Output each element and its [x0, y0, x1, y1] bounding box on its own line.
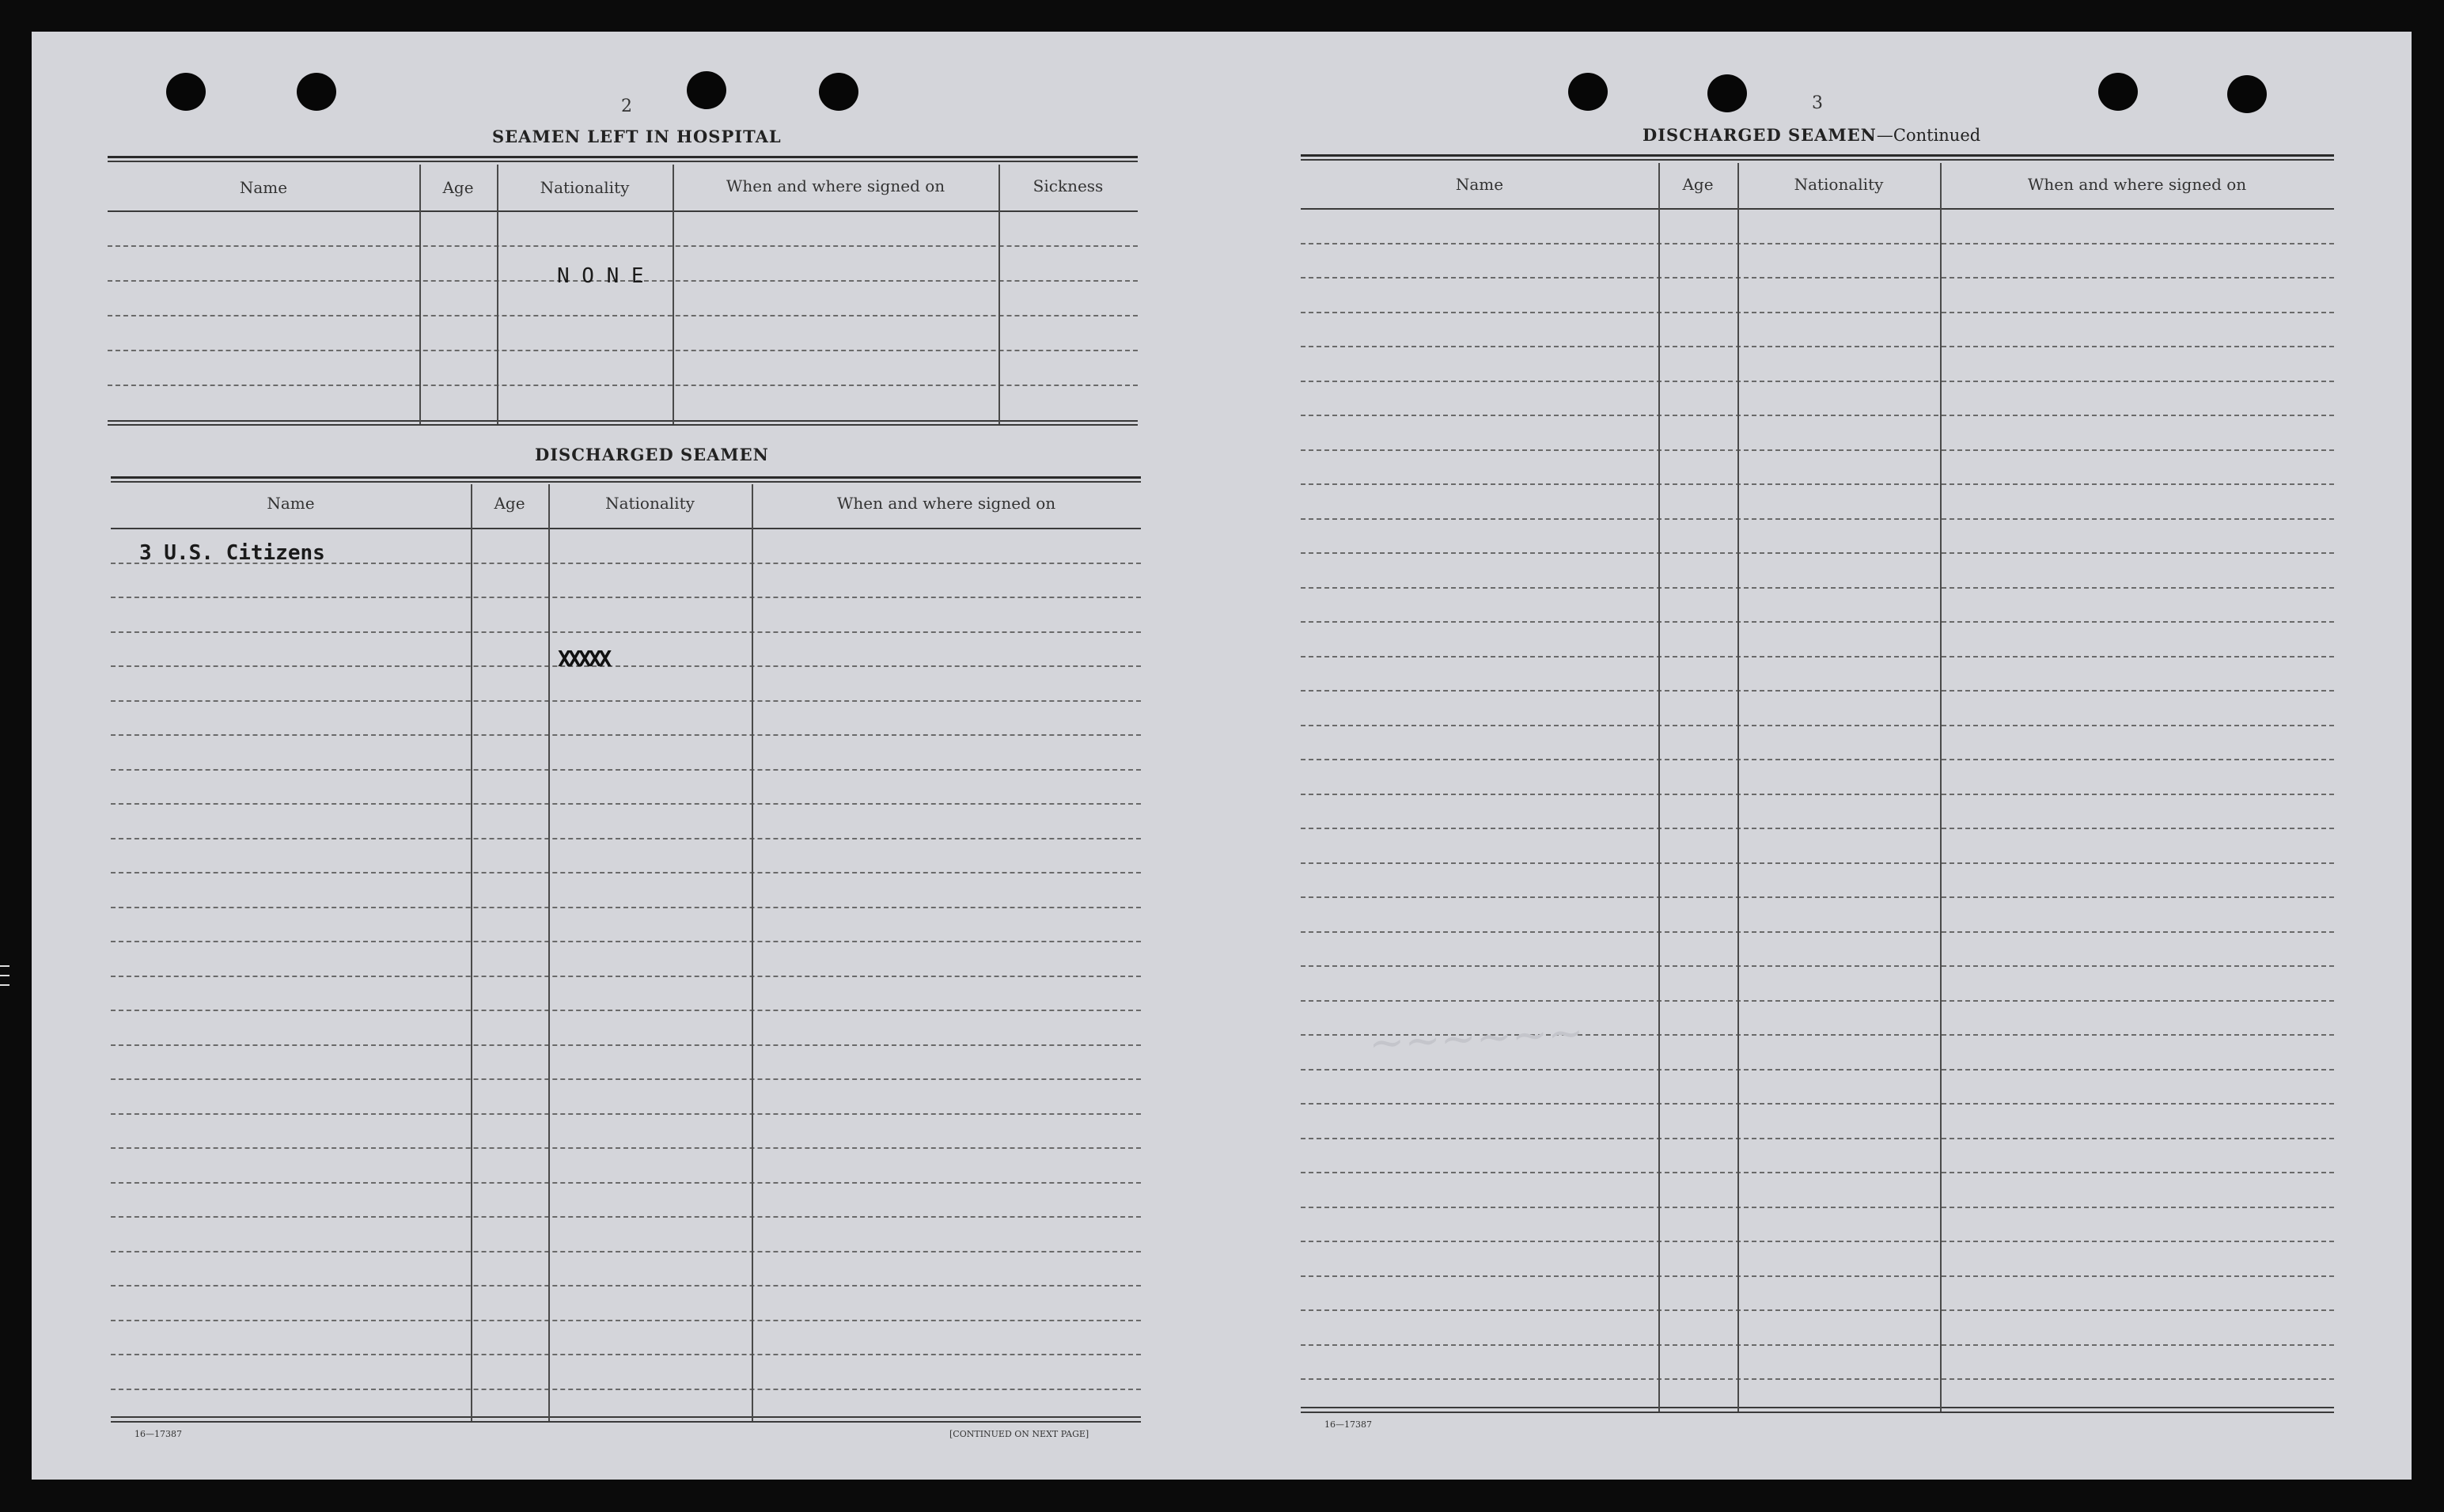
punch-hole-icon — [819, 73, 858, 111]
column-divider — [1940, 163, 1942, 1412]
column-divider — [419, 165, 421, 424]
row-rule — [111, 1320, 1141, 1321]
margin-tick — [0, 965, 9, 967]
row-rule — [111, 769, 1141, 771]
row-rule — [1301, 415, 2334, 416]
column-header-age: Age — [442, 178, 474, 197]
table-rule — [1301, 159, 2334, 161]
table-rule — [1301, 208, 2334, 210]
row-rule — [111, 597, 1141, 598]
column-divider — [548, 484, 550, 1421]
column-header-signed-on: When and where signed on — [836, 494, 1056, 513]
discharged-section-title: DISCHARGED SEAMEN — [535, 445, 769, 464]
row-rule — [1301, 931, 2334, 933]
row-rule — [111, 1354, 1141, 1355]
row-rule — [1301, 518, 2334, 520]
row-rule — [111, 1251, 1141, 1252]
table-rule — [108, 156, 1138, 158]
row-rule — [1301, 1378, 2334, 1380]
row-rule — [111, 941, 1141, 942]
table-rule — [111, 1416, 1141, 1418]
discharged-name-entry: 3 U.S. Citizens — [139, 541, 325, 565]
column-divider — [471, 484, 472, 1421]
column-divider — [1737, 163, 1739, 1412]
row-rule — [111, 734, 1141, 736]
row-rule — [111, 976, 1141, 977]
row-rule — [111, 700, 1141, 702]
title-text: DISCHARGED SEAMEN — [1643, 125, 1877, 145]
row-rule — [111, 1044, 1141, 1046]
column-header-signed-on: When and where signed on — [726, 176, 945, 195]
row-rule — [111, 1113, 1141, 1115]
row-rule — [1301, 759, 2334, 760]
column-divider — [1658, 163, 1660, 1412]
column-header-age: Age — [494, 494, 525, 513]
row-rule — [111, 907, 1141, 908]
row-rule — [1301, 1138, 2334, 1139]
row-rule — [1301, 1275, 2334, 1277]
table-rule — [1301, 1407, 2334, 1408]
row-rule — [1301, 896, 2334, 898]
column-header-name: Name — [1455, 175, 1504, 194]
column-divider — [497, 165, 498, 424]
row-rule — [111, 1010, 1141, 1011]
row-rule — [1301, 449, 2334, 451]
column-divider — [998, 165, 1000, 424]
row-rule — [111, 1285, 1141, 1287]
hospital-section-title: SEAMEN LEFT IN HOSPITAL — [492, 127, 782, 146]
column-divider — [673, 165, 674, 424]
row-rule — [1301, 312, 2334, 313]
column-header-nationality: Nationality — [540, 178, 630, 197]
punch-hole-icon — [687, 71, 726, 109]
table-rule — [1301, 1412, 2334, 1413]
hospital-entry-none: N O N E — [557, 264, 644, 288]
row-rule — [1301, 965, 2334, 967]
column-header-age: Age — [1682, 175, 1714, 194]
row-rule — [111, 838, 1141, 839]
table-rule — [111, 481, 1141, 483]
page-number: 3 — [1812, 93, 1823, 113]
page-number: 2 — [621, 97, 632, 116]
row-rule — [108, 315, 1138, 316]
punch-hole-icon — [297, 73, 336, 111]
punch-hole-icon — [1707, 74, 1747, 112]
row-rule — [111, 1216, 1141, 1218]
row-rule — [1301, 794, 2334, 795]
faint-pencil-mark: ~~~~~~ — [1367, 1006, 1585, 1069]
form-number: 16—17387 — [135, 1429, 182, 1439]
column-header-signed-on: When and where signed on — [2027, 175, 2247, 194]
punch-hole-icon — [166, 73, 206, 111]
document-sheet — [32, 32, 2412, 1480]
row-rule — [1301, 1309, 2334, 1311]
punch-hole-icon — [1568, 73, 1608, 111]
discharged-continued-title — [1643, 125, 1980, 145]
punch-hole-icon — [2227, 75, 2267, 113]
column-divider — [752, 484, 753, 1421]
table-rule — [108, 424, 1138, 426]
table-rule — [108, 420, 1138, 422]
row-rule — [1301, 1207, 2334, 1208]
row-rule — [111, 665, 1141, 667]
column-header-sickness: Sickness — [1033, 176, 1104, 195]
row-rule — [111, 1389, 1141, 1390]
row-rule — [111, 1182, 1141, 1184]
punch-hole-icon — [2098, 73, 2138, 111]
row-rule — [1301, 1241, 2334, 1242]
column-header-name: Name — [239, 178, 288, 197]
table-rule — [111, 1421, 1141, 1423]
row-rule — [108, 350, 1138, 351]
title-suffix: —Continued — [1876, 126, 1981, 145]
row-rule — [1301, 552, 2334, 554]
row-rule — [1301, 690, 2334, 692]
row-rule — [1301, 346, 2334, 347]
row-rule — [111, 1147, 1141, 1149]
struck-out-entry: XXXXX — [558, 646, 609, 672]
row-rule — [1301, 1103, 2334, 1105]
row-rule — [111, 803, 1141, 805]
table-rule — [111, 528, 1141, 529]
row-rule — [1301, 621, 2334, 623]
row-rule — [1301, 381, 2334, 382]
row-rule — [1301, 725, 2334, 726]
row-rule — [1301, 243, 2334, 244]
column-header-nationality: Nationality — [1794, 175, 1884, 194]
row-rule — [1301, 862, 2334, 864]
row-rule — [1301, 1069, 2334, 1071]
row-rule — [108, 245, 1138, 247]
row-rule — [1301, 1000, 2334, 1002]
row-rule — [1301, 1344, 2334, 1346]
row-rule — [111, 872, 1141, 873]
row-rule — [111, 631, 1141, 633]
continued-note: [CONTINUED ON NEXT PAGE] — [949, 1429, 1089, 1439]
table-rule — [1301, 154, 2334, 157]
row-rule — [1301, 1172, 2334, 1173]
row-rule — [111, 1078, 1141, 1080]
table-rule — [111, 476, 1141, 479]
margin-tick — [0, 975, 9, 976]
row-rule — [1301, 828, 2334, 829]
margin-tick — [0, 984, 9, 986]
column-header-nationality: Nationality — [605, 494, 695, 513]
form-number: 16—17387 — [1324, 1419, 1372, 1430]
table-rule — [108, 210, 1138, 212]
column-header-name: Name — [267, 494, 315, 513]
row-rule — [1301, 656, 2334, 657]
row-rule — [1301, 277, 2334, 279]
row-rule — [1301, 587, 2334, 589]
row-rule — [108, 385, 1138, 386]
table-rule — [108, 161, 1138, 162]
row-rule — [1301, 483, 2334, 485]
